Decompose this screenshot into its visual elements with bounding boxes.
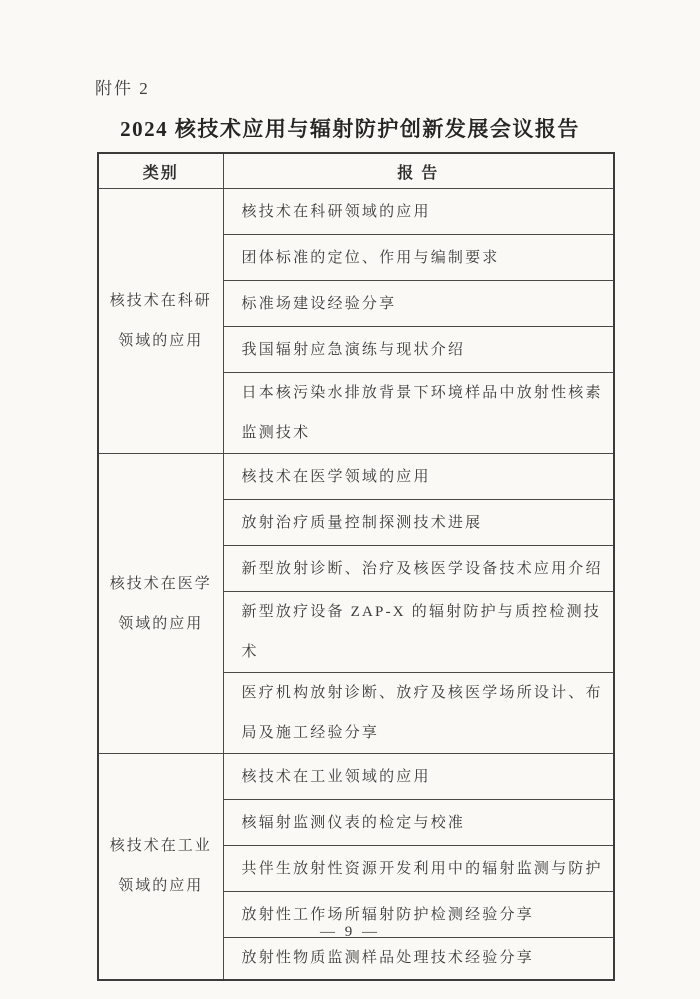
- report-cell: 共伴生放射性资源开发利用中的辐射监测与防护: [223, 846, 614, 892]
- page-title: 2024 核技术应用与辐射防护创新发展会议报告: [120, 117, 580, 141]
- category-line: 领域的应用: [118, 333, 204, 349]
- report-cell: 核技术在工业领域的应用: [223, 754, 614, 800]
- category-line: 领域的应用: [118, 615, 204, 632]
- report-cell: 核辐射监测仪表的检定与校准: [223, 800, 614, 846]
- column-header-category: 类别: [98, 153, 223, 189]
- report-cell: 核技术在科研领域的应用: [223, 189, 614, 235]
- table-row: [98, 189, 614, 235]
- category-line: 核技术在科研: [109, 293, 212, 309]
- table-header-row: [98, 153, 614, 189]
- report-cell: 放射治疗质量控制探测技术进展: [223, 500, 614, 546]
- category-line: 核技术在工业: [109, 838, 212, 855]
- page-number: — 9 —: [320, 924, 380, 940]
- attachment-label: 附件 2: [95, 79, 150, 98]
- report-cell: 放射性工作场所辐射防护检测经验分享: [223, 892, 614, 938]
- category-line: 核技术在医学: [109, 575, 212, 592]
- category-cell-medicine: [98, 454, 223, 754]
- report-cell: 我国辐射应急演练与现状介绍: [223, 327, 614, 373]
- report-cell: 标准场建设经验分享: [223, 281, 614, 327]
- report-cell: 医疗机构放射诊断、放疗及核医学场所设计、布局及施工经验分享: [223, 673, 614, 754]
- column-header-report: 报 告: [223, 153, 614, 189]
- category-cell-research: [98, 189, 223, 454]
- report-cell: 核技术在医学领域的应用: [223, 454, 614, 500]
- table-row: [98, 454, 614, 500]
- report-cell: 团体标准的定位、作用与编制要求: [223, 235, 614, 281]
- report-cell: 新型放射诊断、治疗及核医学设备技术应用介绍: [223, 546, 614, 592]
- conference-report-table: [97, 152, 615, 981]
- category-cell-industry: [98, 754, 223, 980]
- category-line: 领域的应用: [118, 878, 204, 895]
- report-cell: 日本核污染水排放背景下环境样品中放射性核素监测技术: [223, 373, 614, 454]
- report-cell: 新型放疗设备 ZAP-X 的辐射防护与质控检测技术: [223, 592, 614, 673]
- table-row: [98, 754, 614, 800]
- report-cell: 放射性物质监测样品处理技术经验分享: [223, 938, 614, 980]
